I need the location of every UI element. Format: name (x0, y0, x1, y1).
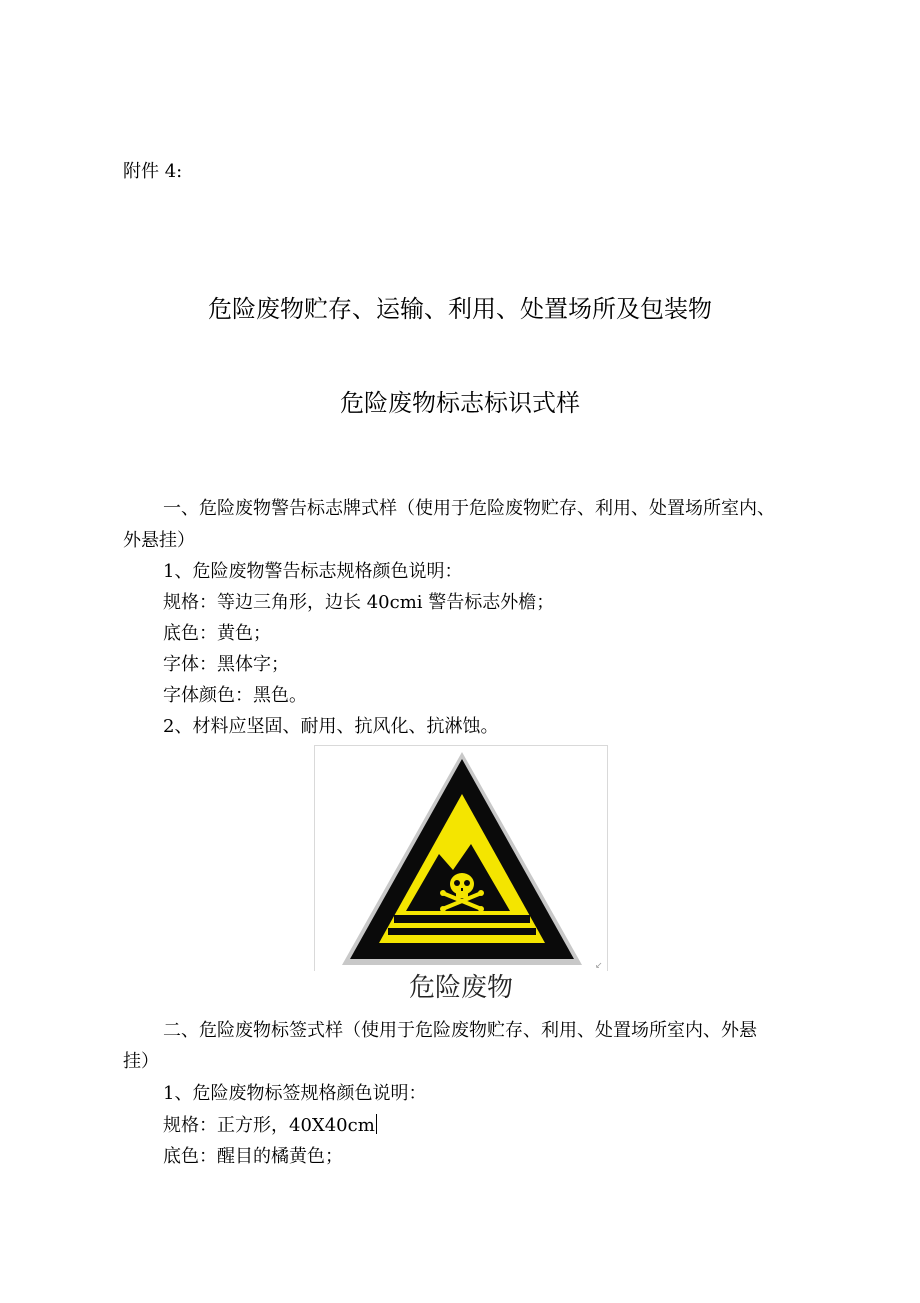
section2-heading-line2: 挂） (123, 1051, 159, 1072)
section2-item1: 1、危险废物标签规格颜色说明： (163, 1083, 427, 1104)
svg-text:↙: ↙ (595, 961, 603, 971)
section1-item1: 1、危险废物警告标志规格颜色说明： (163, 561, 463, 582)
hazardous-waste-triangle-icon (315, 746, 609, 972)
attachment-label: 附件 4: (123, 161, 183, 182)
section1-item2: 2、材料应坚固、耐用、抗风化、抗淋蚀。 (163, 716, 499, 737)
section2-heading-line1: 二、危险废物标签式样（使用于危险废物贮存、利用、处置场所室内、外悬 (163, 1020, 757, 1041)
ground-bar-lower (388, 928, 536, 935)
page-title-line1: 危险废物贮存、运输、利用、处置场所及包装物 (208, 295, 712, 323)
text-cursor (376, 1114, 377, 1134)
section1-font-color: 字体颜色：黑色。 (163, 685, 307, 706)
section2-background: 底色：醒目的橘黄色； (163, 1146, 343, 1167)
warning-sign-caption: 危险废物 (408, 973, 513, 1003)
section1-background: 底色：黄色； (163, 623, 271, 644)
warning-sign-image (314, 745, 608, 971)
section1-font: 字体：黑体字； (163, 654, 289, 675)
section1-heading-line1: 一、危险废物警告标志牌式样（使用于危险废物贮存、利用、处置场所室内、 (163, 498, 775, 519)
section2-spec-line (163, 1114, 377, 1138)
ground-bar-upper (394, 915, 530, 923)
page-title-line2: 危险废物标志标识式样 (340, 389, 580, 417)
section2-spec: 规格：正方形，40X40cm (163, 1115, 375, 1136)
section1-heading-line2: 外悬挂） (123, 530, 195, 551)
section1-spec: 规格：等边三角形，边长 40cmi 警告标志外檐； (163, 592, 555, 613)
